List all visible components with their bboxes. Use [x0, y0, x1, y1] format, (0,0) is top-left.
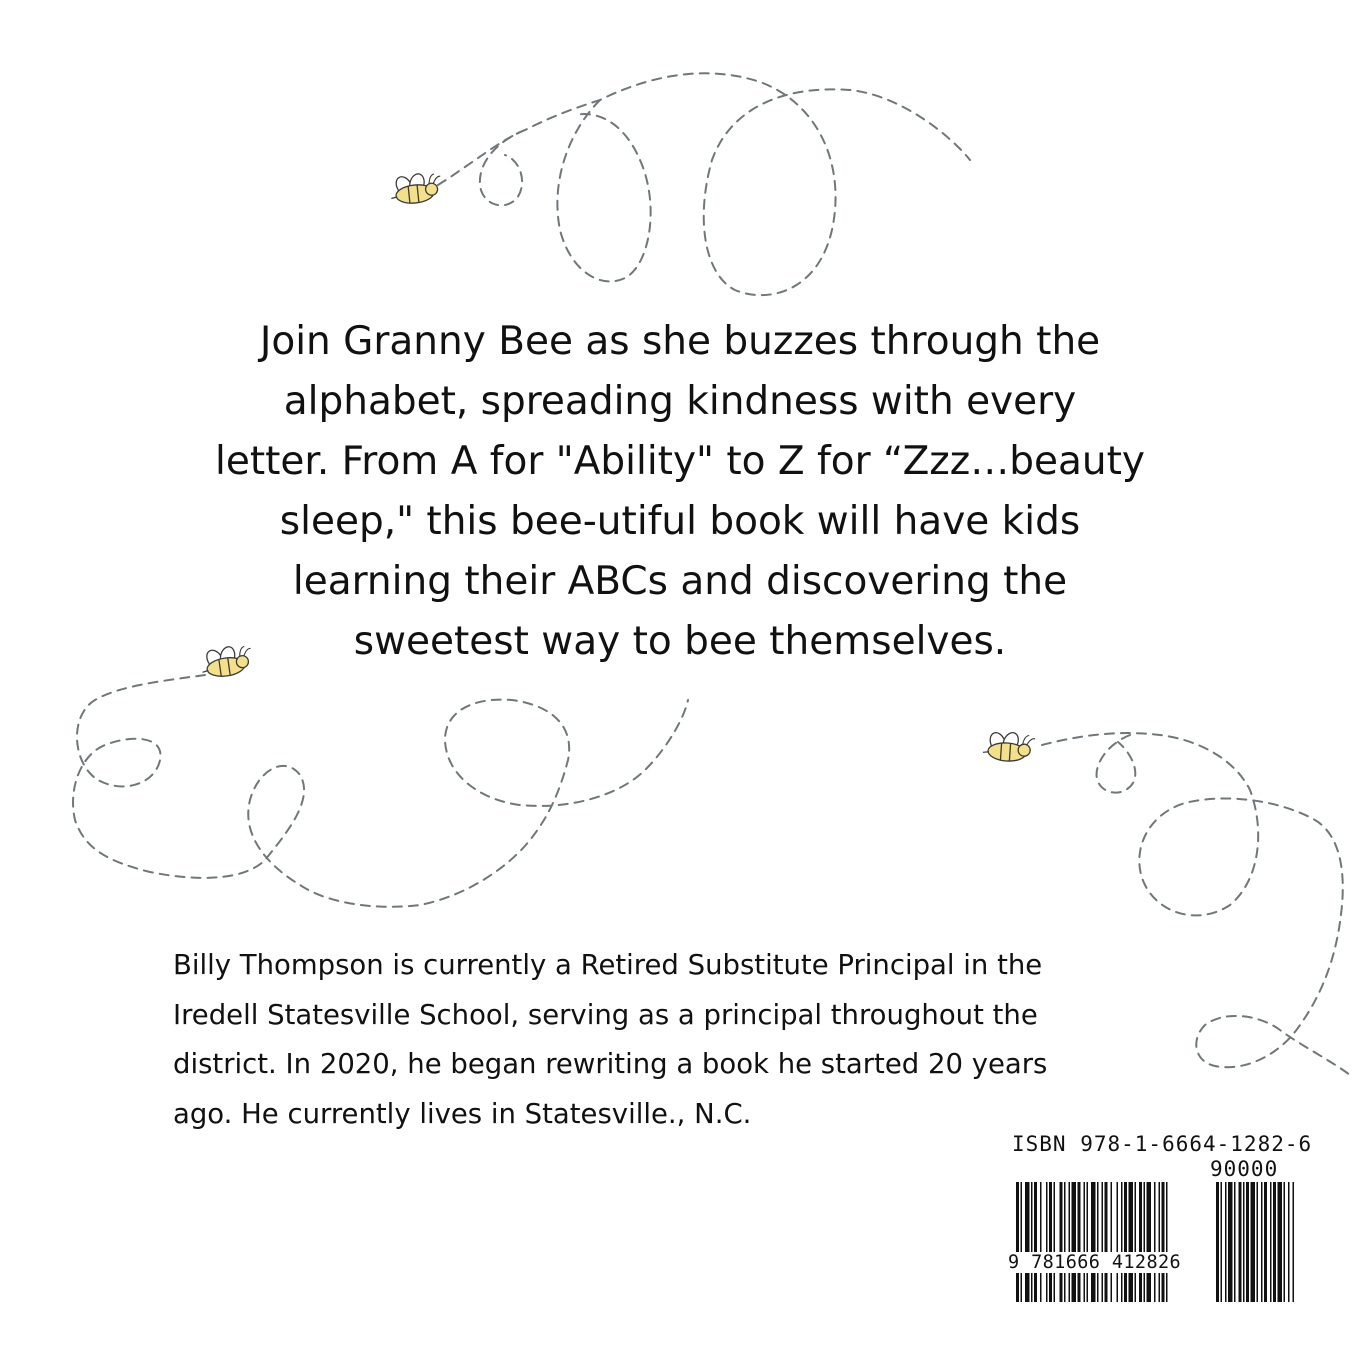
description-line: letter. From A for "Ability" to Z for “Zzz…beauty — [215, 439, 1145, 484]
barcode-bar — [1025, 1182, 1030, 1302]
price-barcode-bar — [1239, 1182, 1242, 1302]
bee-icon — [982, 729, 1035, 763]
dashed-flight-path — [557, 100, 650, 281]
barcode-bar — [1117, 1182, 1119, 1302]
barcode-bar — [1102, 1182, 1104, 1302]
price-barcode-bar — [1264, 1182, 1267, 1302]
price-barcode-bar — [1288, 1182, 1290, 1302]
barcode-bar — [1091, 1182, 1096, 1302]
barcode-bar — [1124, 1182, 1127, 1302]
barcode-bar — [1139, 1182, 1142, 1302]
bio-line: ago. He currently lives in Statesville., N.C. — [173, 1097, 752, 1130]
price-barcode-bar — [1293, 1182, 1295, 1302]
barcode-digits: 9 781666 412826 — [1008, 1252, 1182, 1273]
price-barcode-bar — [1221, 1182, 1223, 1302]
barcode-bar — [1069, 1182, 1071, 1302]
barcode-bar — [1097, 1182, 1099, 1302]
barcode-bar — [1072, 1182, 1077, 1302]
price-barcode-bar — [1243, 1182, 1245, 1302]
price-barcode-bar — [1270, 1182, 1272, 1302]
barcode-bar — [1129, 1182, 1134, 1302]
dashed-flight-path — [73, 675, 688, 907]
barcode-bar — [1021, 1182, 1023, 1302]
barcode-bar — [1084, 1182, 1086, 1302]
barcode-bar — [1034, 1182, 1037, 1302]
barcode-bar — [1105, 1182, 1108, 1302]
dashed-flight-path — [1097, 735, 1136, 793]
isbn-number: ISBN 978-1-6664-1282-6 — [1012, 1132, 1313, 1156]
price-barcode-bar — [1261, 1182, 1263, 1302]
barcode-bar — [1016, 1182, 1019, 1302]
barcode-bar — [1154, 1182, 1156, 1302]
barcode-bar — [1111, 1182, 1113, 1302]
bee-icon — [389, 170, 443, 206]
price-barcode-bar — [1251, 1182, 1256, 1302]
barcode-bar — [1049, 1182, 1052, 1302]
dashed-flight-path — [438, 73, 970, 295]
price-barcode-bar — [1246, 1182, 1249, 1302]
book-description — [120, 312, 1240, 672]
barcode-bar — [1144, 1182, 1146, 1302]
description-line: learning their ABCs and discovering the — [292, 559, 1068, 604]
price-barcode-bar — [1234, 1182, 1236, 1302]
price-barcode-bar — [1273, 1182, 1276, 1302]
barcode-bar — [1159, 1182, 1161, 1302]
description-line: alphabet, spreading kindness with every — [283, 379, 1077, 424]
description-line: sleep," this bee-utiful book will have kids — [279, 499, 1081, 544]
barcode-bar — [1078, 1182, 1081, 1302]
barcode-bar — [1166, 1182, 1168, 1302]
barcode-bar — [1121, 1182, 1123, 1302]
barcode-bar — [1054, 1182, 1056, 1302]
barcode-bar — [1046, 1182, 1048, 1302]
dashed-flight-path — [480, 130, 525, 205]
barcode-bar — [1031, 1182, 1033, 1302]
price-code: 90000 — [1210, 1157, 1279, 1181]
author-bio — [173, 941, 1233, 1139]
price-barcode-bar — [1216, 1182, 1219, 1302]
barcode-bars — [1004, 1182, 1314, 1302]
barcode-bar — [1162, 1182, 1165, 1302]
barcode-bar — [1060, 1182, 1063, 1302]
price-barcode-bar — [1278, 1182, 1283, 1302]
description-line: sweetest way to bee themselves. — [353, 619, 1007, 664]
bio-line: Iredell Statesville School, serving as a principal throughout the — [173, 998, 1038, 1031]
barcode-bar — [1040, 1182, 1042, 1302]
isbn-barcode — [1004, 1132, 1314, 1302]
price-barcode-bar — [1225, 1182, 1227, 1302]
bio-line: Billy Thompson is currently a Retired Substitute Principal in the — [173, 949, 1043, 981]
price-barcode-bar — [1228, 1182, 1233, 1302]
barcode-bar — [1087, 1182, 1089, 1302]
barcode-bar — [1147, 1182, 1152, 1302]
bio-line: district. In 2020, he began rewriting a book he started 20 years — [173, 1048, 1048, 1080]
barcode-bar — [1064, 1182, 1066, 1302]
barcode-bar — [1135, 1182, 1137, 1302]
price-barcode-bar — [1284, 1182, 1286, 1302]
description-line: Join Granny Bee as she buzzes through the — [259, 319, 1101, 364]
price-barcode-bar — [1257, 1182, 1259, 1302]
